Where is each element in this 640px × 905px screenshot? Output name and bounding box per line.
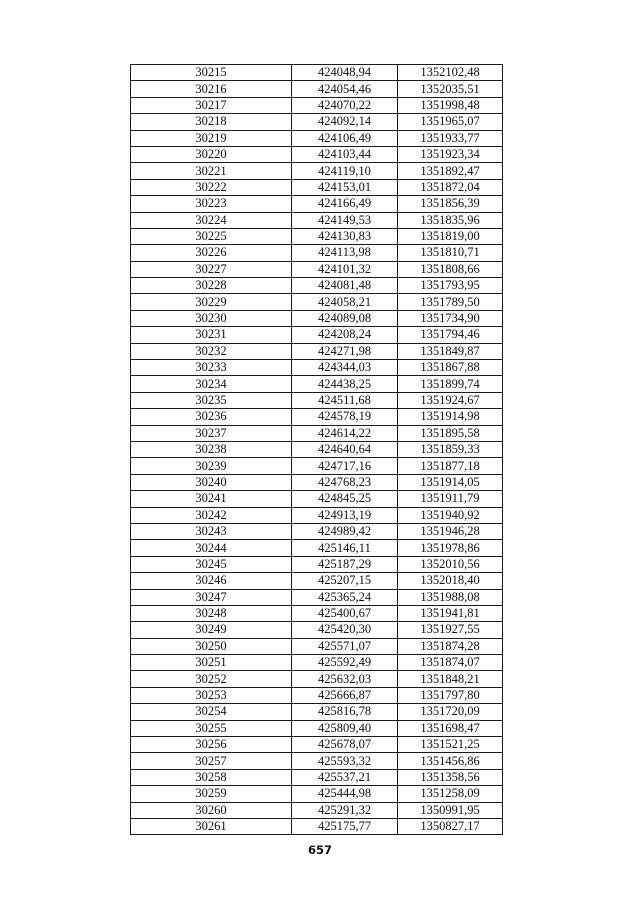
table-row <box>131 163 503 179</box>
y-coordinate-cell: 1351797,80 <box>398 687 503 703</box>
table-row <box>131 146 503 162</box>
point-number-cell: 30242 <box>131 507 292 523</box>
x-coordinate-cell: 424092,14 <box>292 114 398 130</box>
point-number-cell: 30234 <box>131 376 292 392</box>
y-coordinate-cell: 1351914,98 <box>398 409 503 425</box>
point-number-cell: 30245 <box>131 556 292 572</box>
point-number-cell: 30225 <box>131 228 292 244</box>
point-number-cell: 30237 <box>131 425 292 441</box>
point-number-cell: 30249 <box>131 622 292 638</box>
table-row <box>131 786 503 802</box>
table-row <box>131 245 503 261</box>
x-coordinate-cell: 424913,19 <box>292 507 398 523</box>
x-coordinate-cell: 425187,29 <box>292 556 398 572</box>
y-coordinate-cell: 1351859,33 <box>398 441 503 457</box>
x-coordinate-cell: 424166,49 <box>292 196 398 212</box>
y-coordinate-cell: 1351941,81 <box>398 605 503 621</box>
x-coordinate-cell: 425632,03 <box>292 671 398 687</box>
point-number-cell: 30226 <box>131 245 292 261</box>
y-coordinate-cell: 1350991,95 <box>398 802 503 818</box>
y-coordinate-cell: 1351927,55 <box>398 622 503 638</box>
x-coordinate-cell: 425207,15 <box>292 573 398 589</box>
table-row <box>131 737 503 753</box>
x-coordinate-cell: 424054,46 <box>292 81 398 97</box>
point-number-cell: 30260 <box>131 802 292 818</box>
x-coordinate-cell: 424153,01 <box>292 179 398 195</box>
x-coordinate-cell: 424058,21 <box>292 294 398 310</box>
x-coordinate-cell: 425678,07 <box>292 737 398 753</box>
point-number-cell: 30239 <box>131 458 292 474</box>
x-coordinate-cell: 425146,11 <box>292 540 398 556</box>
coordinates-table-body <box>131 65 503 835</box>
y-coordinate-cell: 1351793,95 <box>398 278 503 294</box>
x-coordinate-cell: 424768,23 <box>292 474 398 490</box>
point-number-cell: 30258 <box>131 769 292 785</box>
x-coordinate-cell: 424101,32 <box>292 261 398 277</box>
point-number-cell: 30221 <box>131 163 292 179</box>
y-coordinate-cell: 1351998,48 <box>398 97 503 113</box>
x-coordinate-cell: 424130,83 <box>292 228 398 244</box>
y-coordinate-cell: 1351924,67 <box>398 392 503 408</box>
y-coordinate-cell: 1351698,47 <box>398 720 503 736</box>
x-coordinate-cell: 425175,77 <box>292 818 398 834</box>
x-coordinate-cell: 424578,19 <box>292 409 398 425</box>
y-coordinate-cell: 1351988,08 <box>398 589 503 605</box>
point-number-cell: 30247 <box>131 589 292 605</box>
x-coordinate-cell: 425816,78 <box>292 704 398 720</box>
point-number-cell: 30224 <box>131 212 292 228</box>
table-row <box>131 327 503 343</box>
y-coordinate-cell: 1351720,09 <box>398 704 503 720</box>
table-row <box>131 638 503 654</box>
x-coordinate-cell: 424614,22 <box>292 425 398 441</box>
point-number-cell: 30255 <box>131 720 292 736</box>
point-number-cell: 30219 <box>131 130 292 146</box>
table-row <box>131 720 503 736</box>
y-coordinate-cell: 1351848,21 <box>398 671 503 687</box>
point-number-cell: 30252 <box>131 671 292 687</box>
y-coordinate-cell: 1351456,86 <box>398 753 503 769</box>
y-coordinate-cell: 1351923,34 <box>398 146 503 162</box>
y-coordinate-cell: 1351872,04 <box>398 179 503 195</box>
point-number-cell: 30246 <box>131 573 292 589</box>
y-coordinate-cell: 1352018,40 <box>398 573 503 589</box>
point-number-cell: 30218 <box>131 114 292 130</box>
y-coordinate-cell: 1351794,46 <box>398 327 503 343</box>
point-number-cell: 30223 <box>131 196 292 212</box>
y-coordinate-cell: 1351819,00 <box>398 228 503 244</box>
point-number-cell: 30215 <box>131 65 292 81</box>
table-row <box>131 114 503 130</box>
table-row <box>131 130 503 146</box>
table-row <box>131 81 503 97</box>
point-number-cell: 30240 <box>131 474 292 490</box>
table-row <box>131 376 503 392</box>
x-coordinate-cell: 424717,16 <box>292 458 398 474</box>
table-row <box>131 622 503 638</box>
x-coordinate-cell: 425666,87 <box>292 687 398 703</box>
table-row <box>131 556 503 572</box>
y-coordinate-cell: 1351734,90 <box>398 310 503 326</box>
x-coordinate-cell: 424208,24 <box>292 327 398 343</box>
point-number-cell: 30217 <box>131 97 292 113</box>
point-number-cell: 30227 <box>131 261 292 277</box>
table-row <box>131 753 503 769</box>
point-number-cell: 30250 <box>131 638 292 654</box>
y-coordinate-cell: 1351940,92 <box>398 507 503 523</box>
x-coordinate-cell: 425365,24 <box>292 589 398 605</box>
x-coordinate-cell: 424271,98 <box>292 343 398 359</box>
y-coordinate-cell: 1351358,56 <box>398 769 503 785</box>
y-coordinate-cell: 1351946,28 <box>398 523 503 539</box>
x-coordinate-cell: 424845,25 <box>292 491 398 507</box>
table-row <box>131 687 503 703</box>
table-row <box>131 573 503 589</box>
table-row <box>131 392 503 408</box>
table-row <box>131 655 503 671</box>
point-number-cell: 30253 <box>131 687 292 703</box>
table-row <box>131 704 503 720</box>
x-coordinate-cell: 424113,98 <box>292 245 398 261</box>
point-number-cell: 30216 <box>131 81 292 97</box>
point-number-cell: 30229 <box>131 294 292 310</box>
point-number-cell: 30256 <box>131 737 292 753</box>
y-coordinate-cell: 1351895,58 <box>398 425 503 441</box>
table-row <box>131 540 503 556</box>
table-row <box>131 458 503 474</box>
point-number-cell: 30235 <box>131 392 292 408</box>
point-number-cell: 30254 <box>131 704 292 720</box>
x-coordinate-cell: 424344,03 <box>292 360 398 376</box>
y-coordinate-cell: 1351521,25 <box>398 737 503 753</box>
y-coordinate-cell: 1351933,77 <box>398 130 503 146</box>
y-coordinate-cell: 1351789,50 <box>398 294 503 310</box>
y-coordinate-cell: 1351877,18 <box>398 458 503 474</box>
table-row <box>131 196 503 212</box>
x-coordinate-cell: 425571,07 <box>292 638 398 654</box>
point-number-cell: 30241 <box>131 491 292 507</box>
y-coordinate-cell: 1351856,39 <box>398 196 503 212</box>
point-number-cell: 30243 <box>131 523 292 539</box>
point-number-cell: 30233 <box>131 360 292 376</box>
table-row <box>131 507 503 523</box>
x-coordinate-cell: 424640,64 <box>292 441 398 457</box>
x-coordinate-cell: 424048,94 <box>292 65 398 81</box>
x-coordinate-cell: 424103,44 <box>292 146 398 162</box>
x-coordinate-cell: 425537,21 <box>292 769 398 785</box>
y-coordinate-cell: 1351914,05 <box>398 474 503 490</box>
point-number-cell: 30251 <box>131 655 292 671</box>
y-coordinate-cell: 1351965,07 <box>398 114 503 130</box>
x-coordinate-cell: 424119,10 <box>292 163 398 179</box>
y-coordinate-cell: 1351911,79 <box>398 491 503 507</box>
point-number-cell: 30231 <box>131 327 292 343</box>
y-coordinate-cell: 1352010,56 <box>398 556 503 572</box>
table-row <box>131 802 503 818</box>
table-row <box>131 474 503 490</box>
table-row <box>131 360 503 376</box>
y-coordinate-cell: 1351835,96 <box>398 212 503 228</box>
table-row <box>131 310 503 326</box>
y-coordinate-cell: 1351978,86 <box>398 540 503 556</box>
y-coordinate-cell: 1352102,48 <box>398 65 503 81</box>
y-coordinate-cell: 1351258,09 <box>398 786 503 802</box>
x-coordinate-cell: 425592,49 <box>292 655 398 671</box>
y-coordinate-cell: 1351808,66 <box>398 261 503 277</box>
x-coordinate-cell: 424081,48 <box>292 278 398 294</box>
page-number: 657 <box>307 843 332 857</box>
x-coordinate-cell: 424070,22 <box>292 97 398 113</box>
point-number-cell: 30230 <box>131 310 292 326</box>
table-row <box>131 97 503 113</box>
x-coordinate-cell: 424089,08 <box>292 310 398 326</box>
table-row <box>131 818 503 834</box>
point-number-cell: 30220 <box>131 146 292 162</box>
y-coordinate-cell: 1351849,87 <box>398 343 503 359</box>
table-row <box>131 605 503 621</box>
x-coordinate-cell: 425420,30 <box>292 622 398 638</box>
y-coordinate-cell: 1351899,74 <box>398 376 503 392</box>
x-coordinate-cell: 425291,32 <box>292 802 398 818</box>
x-coordinate-cell: 424106,49 <box>292 130 398 146</box>
point-number-cell: 30232 <box>131 343 292 359</box>
point-number-cell: 30236 <box>131 409 292 425</box>
table-row <box>131 179 503 195</box>
table-row <box>131 294 503 310</box>
point-number-cell: 30261 <box>131 818 292 834</box>
y-coordinate-cell: 1351874,07 <box>398 655 503 671</box>
point-number-cell: 30257 <box>131 753 292 769</box>
point-number-cell: 30259 <box>131 786 292 802</box>
x-coordinate-cell: 425809,40 <box>292 720 398 736</box>
x-coordinate-cell: 425593,32 <box>292 753 398 769</box>
table-row <box>131 261 503 277</box>
table-row <box>131 212 503 228</box>
coordinates-table <box>130 64 503 835</box>
table-row <box>131 523 503 539</box>
table-row <box>131 491 503 507</box>
x-coordinate-cell: 424438,25 <box>292 376 398 392</box>
table-row <box>131 278 503 294</box>
y-coordinate-cell: 1351810,71 <box>398 245 503 261</box>
table-row <box>131 441 503 457</box>
table-row <box>131 769 503 785</box>
point-number-cell: 30222 <box>131 179 292 195</box>
table-row <box>131 671 503 687</box>
y-coordinate-cell: 1350827,17 <box>398 818 503 834</box>
table-row <box>131 425 503 441</box>
point-number-cell: 30228 <box>131 278 292 294</box>
y-coordinate-cell: 1351892,47 <box>398 163 503 179</box>
point-number-cell: 30244 <box>131 540 292 556</box>
x-coordinate-cell: 425444,98 <box>292 786 398 802</box>
x-coordinate-cell: 424149,53 <box>292 212 398 228</box>
x-coordinate-cell: 425400,67 <box>292 605 398 621</box>
table-row <box>131 409 503 425</box>
y-coordinate-cell: 1351867,88 <box>398 360 503 376</box>
x-coordinate-cell: 424989,42 <box>292 523 398 539</box>
point-number-cell: 30238 <box>131 441 292 457</box>
y-coordinate-cell: 1351874,28 <box>398 638 503 654</box>
x-coordinate-cell: 424511,68 <box>292 392 398 408</box>
table-row <box>131 228 503 244</box>
y-coordinate-cell: 1352035,51 <box>398 81 503 97</box>
point-number-cell: 30248 <box>131 605 292 621</box>
table-row <box>131 589 503 605</box>
table-row <box>131 65 503 81</box>
table-row <box>131 343 503 359</box>
